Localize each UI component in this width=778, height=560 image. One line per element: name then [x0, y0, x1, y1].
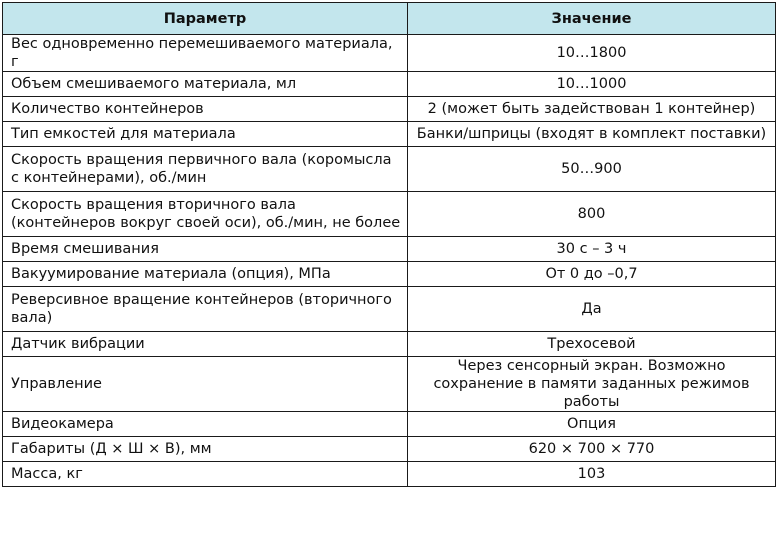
header-parameter: Параметр	[3, 3, 408, 35]
table-row	[3, 72, 776, 97]
value-cell: Банки/шприцы (входят в комплект поставки)	[408, 122, 776, 147]
table-row	[3, 287, 776, 332]
spec-table-container	[2, 2, 775, 487]
spec-table	[2, 2, 776, 487]
value-cell: 10…1000	[408, 72, 776, 97]
value-cell: Да	[408, 287, 776, 332]
param-cell: Реверсивное вращение контейнеров (вторичного вала)	[3, 287, 408, 332]
param-cell: Время смешивания	[3, 237, 408, 262]
param-cell: Количество контейнеров	[3, 97, 408, 122]
param-cell: Масса, кг	[3, 462, 408, 487]
header-value: Значение	[408, 3, 776, 35]
param-cell: Вес одновременно перемешиваемого материала, г	[3, 35, 408, 72]
value-cell: 103	[408, 462, 776, 487]
value-cell: Трехосевой	[408, 332, 776, 357]
table-row	[3, 147, 776, 192]
param-cell: Скорость вращения первичного вала (коромысла с контейнерами), об./мин	[3, 147, 408, 192]
table-row	[3, 332, 776, 357]
table-row	[3, 437, 776, 462]
table-row	[3, 357, 776, 412]
value-cell: 30 с – 3 ч	[408, 237, 776, 262]
param-cell: Объем смешиваемого материала, мл	[3, 72, 408, 97]
value-cell: Опция	[408, 412, 776, 437]
table-row	[3, 192, 776, 237]
param-cell: Скорость вращения вторичного вала (контейнеров вокруг своей оси), об./мин, не более	[3, 192, 408, 237]
param-cell: Тип емкостей для материала	[3, 122, 408, 147]
table-row	[3, 122, 776, 147]
param-cell: Габариты (Д × Ш × В), мм	[3, 437, 408, 462]
value-cell: 10…1800	[408, 35, 776, 72]
param-cell: Вакуумирование материала (опция), МПа	[3, 262, 408, 287]
value-cell: Через сенсорный экран. Возможно сохранение в памяти заданных режимов работы	[408, 357, 776, 412]
value-cell: 2 (может быть задействован 1 контейнер)	[408, 97, 776, 122]
table-row	[3, 462, 776, 487]
table-row	[3, 97, 776, 122]
value-cell: 50…900	[408, 147, 776, 192]
value-cell: 800	[408, 192, 776, 237]
param-cell: Датчик вибрации	[3, 332, 408, 357]
table-row	[3, 35, 776, 72]
value-cell: 620 × 700 × 770	[408, 437, 776, 462]
table-row	[3, 412, 776, 437]
param-cell: Управление	[3, 357, 408, 412]
table-header-row	[3, 3, 776, 35]
param-cell: Видеокамера	[3, 412, 408, 437]
value-cell: От 0 до –0,7	[408, 262, 776, 287]
table-row	[3, 237, 776, 262]
table-row	[3, 262, 776, 287]
